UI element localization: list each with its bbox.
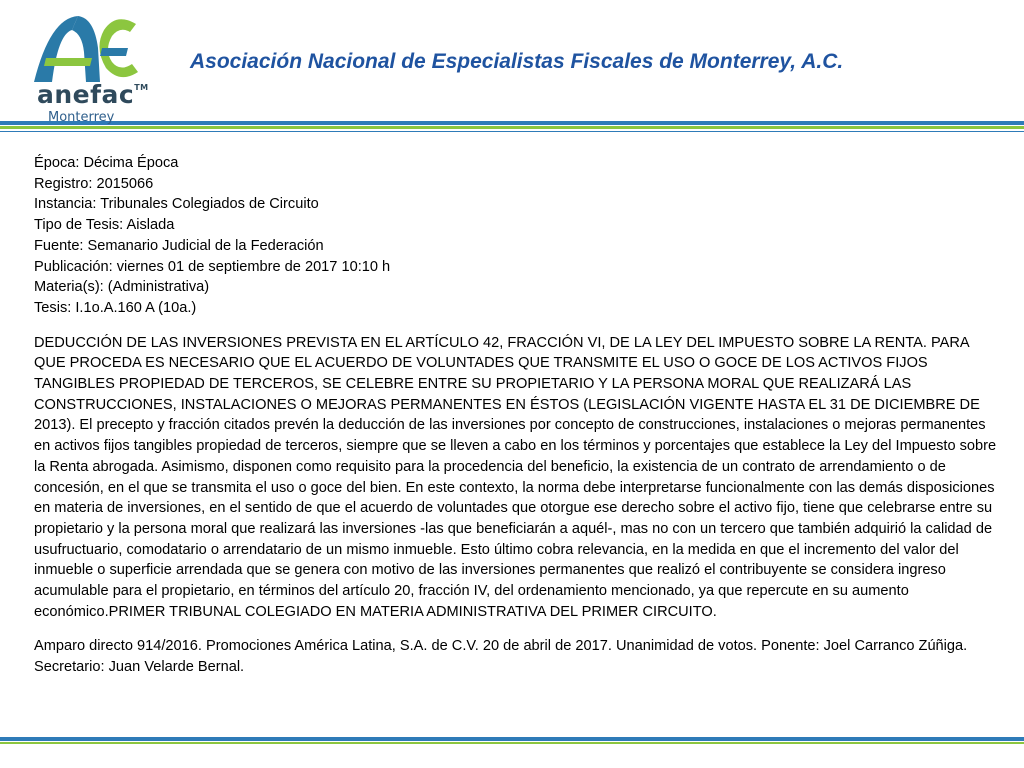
meta-tipo: Tipo de Tesis: Aislada — [34, 217, 175, 234]
meta-epoca: Época: Décima Época — [34, 155, 179, 171]
thesis-text: DEDUCCIÓN DE LAS INVERSIONES PREVISTA EN EL ARTÍCULO 42, FRACCIÓN VI, DE LA LEY DEL IMPUESTO SOBRE LA RENTA. PARA QUE PROCEDA ES NECESARIO QUE EL ACUERDO DE VOLUNTADES QUE TRANSMITE EL USO O GOCE DE LOS ACTIVOS FIJOS TANGIBLES PROPIEDAD DE TERCEROS, SE CELEBRE ENTRE SU PROPIETARIO Y LA PERSONA MORAL QUE REALIZARÁ LAS CONSTRUCCIONES, INSTALACIONES O MEJORAS PERMANENTES EN ÉSTOS (LEGISLACIÓN VIGENTE HASTA EL 31 DE DICIEMBRE DE 2013). El precepto y fracción citados prevén la deducción de las inversiones por concepto de construcciones, instalaciones o mejoras permanentes en activos fijos tangibles propiedad de terceros, siempre que se lleven a cabo en los términos y porcentajes que establece la Ley del Impuesto sobre la Renta abrogada. Asimismo, disponen como requisito para la procedencia del beneficio, la existencia de un contrato de arrendamiento o de concesión, en el que se transmita el uso o goce del bien. En este contexto, la norma debe interpretarse funcionalmente con las demás disposiciones en materia de inversiones, en el sentido de que el acuerdo de voluntades que otorgue ese derecho sobre el activo fijo, tiene que celebrarse entre su propietario y la persona moral que realizará las inversiones -las que beneficiarán a aquél-, mas no con un tercero que también adquirió la calidad de usufructuario, comodatario o arrendatario de un mismo inmueble. Esto último cobra relevancia, en la medida en que el incremento del valor del inmueble o superficie arrendada que se genera con motivo de las inversiones permanentes que realizó el contribuyente se considera ingreso acumulable para el propietario, en términos del artículo 20, fracción IV, del ordenamiento mencionado, ya que repercute en su aumento económico.PRIMER TRIBUNAL COLEGIADO EN MATERIA ADMINISTRATIVA DEL PRIMER CIRCUITO. — [34, 334, 997, 620]
bottom-divider-green — [0, 742, 1024, 744]
logo-city: Monterrey — [48, 110, 115, 125]
page-title: Asociación Nacional de Especialistas Fiscales de Monterrey, A.C. — [190, 50, 844, 73]
meta-publicacion: Publicación: viernes 01 de septiembre de 2017 10:10 h — [34, 258, 391, 275]
top-divider-green — [0, 126, 1024, 129]
top-divider-blue — [0, 121, 1024, 125]
anefac-logo-mark-icon — [28, 8, 146, 88]
meta-fuente: Fuente: Semanario Judicial de la Federación — [34, 237, 324, 254]
metadata-block — [34, 153, 1000, 319]
logo-trademark: TM — [134, 83, 149, 92]
meta-tesis: Tesis: I.1o.A.160 A (10a.) — [34, 299, 197, 316]
logo-wordmark-text: anefac — [37, 80, 135, 109]
amparo-text: Amparo directo 914/2016. Promociones América Latina, S.A. de C.V. 20 de abril de 2017. Unanimidad de votos. Ponente: Joel Carranco Zúñiga. Secretario: Juan Velarde Bernal. — [34, 638, 968, 676]
bottom-divider-blue — [0, 737, 1024, 741]
meta-registro: Registro: 2015066 — [34, 175, 154, 192]
meta-materia: Materia(s): (Administrativa) — [34, 279, 210, 296]
top-divider-thin — [0, 131, 1024, 132]
logo-wordmark — [37, 82, 149, 107]
meta-instancia: Instancia: Tribunales Colegiados de Circuito — [34, 196, 319, 213]
document-body — [34, 153, 1000, 678]
